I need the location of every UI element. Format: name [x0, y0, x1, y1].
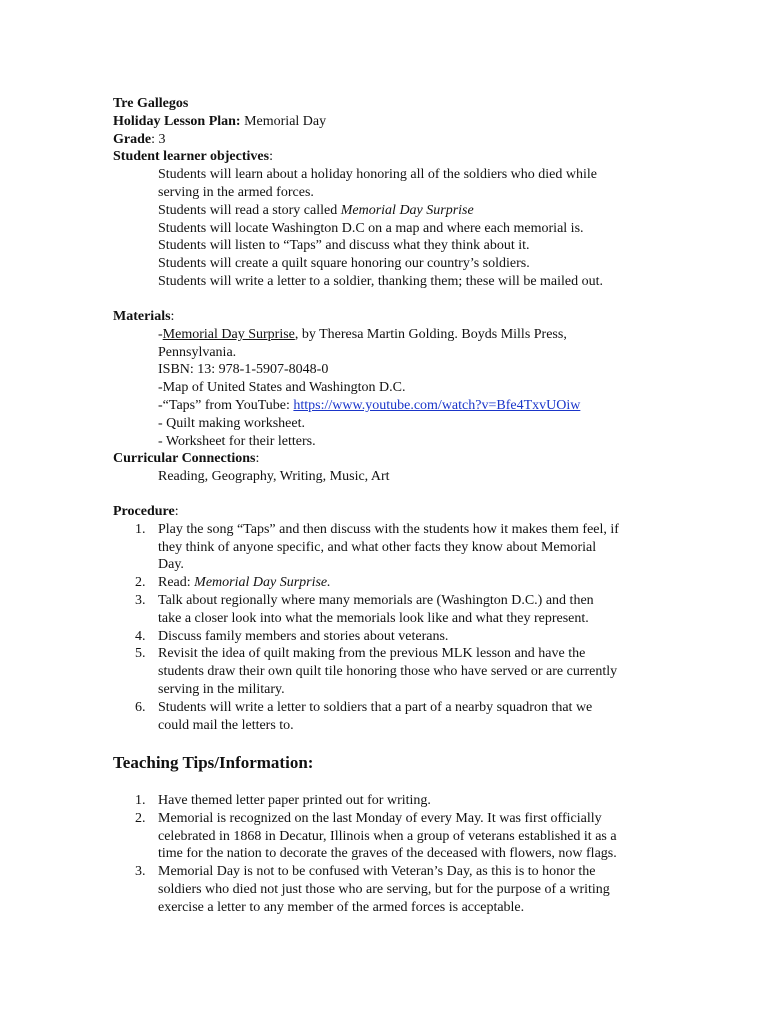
- tips-list: [113, 792, 673, 917]
- objectives-list: [113, 166, 673, 291]
- tip-item: 3. Memorial Day is not to be confused with Veteran’s Day, as this is to honor the soldiers who died not just those who are serving, but for the purpose of a writing exercise a letter to any member of the armed forces is acceptable.: [135, 864, 610, 915]
- procedure-step: 6. Students will write a letter to soldiers that a part of a nearby squadron that we could mail the letters to.: [135, 699, 593, 733]
- materials-heading: Materials:: [113, 309, 175, 324]
- objective-3: Students will locate Washington D.C on a map and where each memorial is.: [158, 220, 584, 236]
- material-book: -Memorial Day Surprise, by Theresa Martin Golding. Boyds Mills Press,: [158, 326, 567, 342]
- tips-section: [113, 754, 673, 772]
- procedure-step: 5. Revisit the idea of quilt making from the previous MLK lesson and have the students draw their own quilt tile honoring those who have served or are currently serving in the military.: [135, 646, 618, 697]
- tips-heading: Teaching Tips/Information:: [113, 753, 314, 772]
- procedure-section: [113, 503, 673, 734]
- materials-list: [113, 326, 673, 451]
- tips-list-wrap: [113, 792, 673, 917]
- objective-1-cont: serving in the armed forces.: [158, 184, 314, 200]
- material-book-cont: Pennsylvania.: [158, 344, 237, 360]
- curricular-heading: Curricular Connections:: [113, 451, 260, 467]
- material-taps: -“Taps” from YouTube: https://www.youtube.com/watch?v=Bfe4TxvUOiw: [158, 397, 581, 413]
- material-letters: - Worksheet for their letters.: [158, 433, 316, 449]
- materials-section: [113, 308, 673, 486]
- plan-line: Holiday Lesson Plan: Memorial Day: [113, 113, 327, 129]
- objective-6: Students will write a letter to a soldier, thanking them; these will be mailed out.: [158, 273, 604, 289]
- procedure-list: [113, 521, 673, 735]
- header-section: [113, 95, 673, 291]
- tip-item: 1. Have themed letter paper printed out for writing.: [135, 793, 431, 808]
- procedure-step: 2. Read: Memorial Day Surprise.: [135, 575, 331, 591]
- procedure-step: 1. Play the song “Taps” and then discuss with the students how it makes them feel, if they think of anyone specific, and what other facts they know about Memorial Day.: [135, 521, 619, 573]
- author-name: Tre Gallegos: [113, 96, 189, 111]
- objectives-heading: Student learner objectives:: [113, 149, 273, 165]
- material-isbn: ISBN: 13: 978-1-5907-8048-0: [158, 362, 329, 378]
- objective-4: Students will listen to “Taps” and discuss what they think about it.: [158, 238, 530, 254]
- objective-5: Students will create a quilt square honoring our country’s soldiers.: [158, 256, 530, 272]
- procedure-heading: Procedure:: [113, 504, 179, 519]
- grade-line: Grade: 3: [113, 131, 166, 147]
- procedure-step: 3. Talk about regionally where many memorials are (Washington D.C.) and then take a closer look into what the memorials look like and what they represent.: [135, 592, 594, 626]
- youtube-link[interactable]: https://www.youtube.com/watch?v=Bfe4TxvUOiw: [293, 397, 581, 413]
- material-quilt: - Quilt making worksheet.: [158, 415, 305, 431]
- procedure-step: 4. Discuss family members and stories about veterans.: [135, 628, 449, 644]
- objective-2: Students will read a story called Memorial Day Surprise: [158, 202, 474, 218]
- book-title: Memorial Day Surprise: [340, 202, 474, 218]
- objective-1: Students will learn about a holiday honoring all of the soldiers who died while: [158, 167, 597, 183]
- material-map: -Map of United States and Washington D.C.: [158, 380, 406, 396]
- tip-item: 2. Memorial is recognized on the last Monday of every May. It was first officially celebrated in 1868 in Decatur, Illinois when a group of veterans established it as a time for the nation to decorate the graves of the deceased with flowers, now flags.: [135, 810, 617, 862]
- curricular-value: Reading, Geography, Writing, Music, Art: [158, 469, 390, 485]
